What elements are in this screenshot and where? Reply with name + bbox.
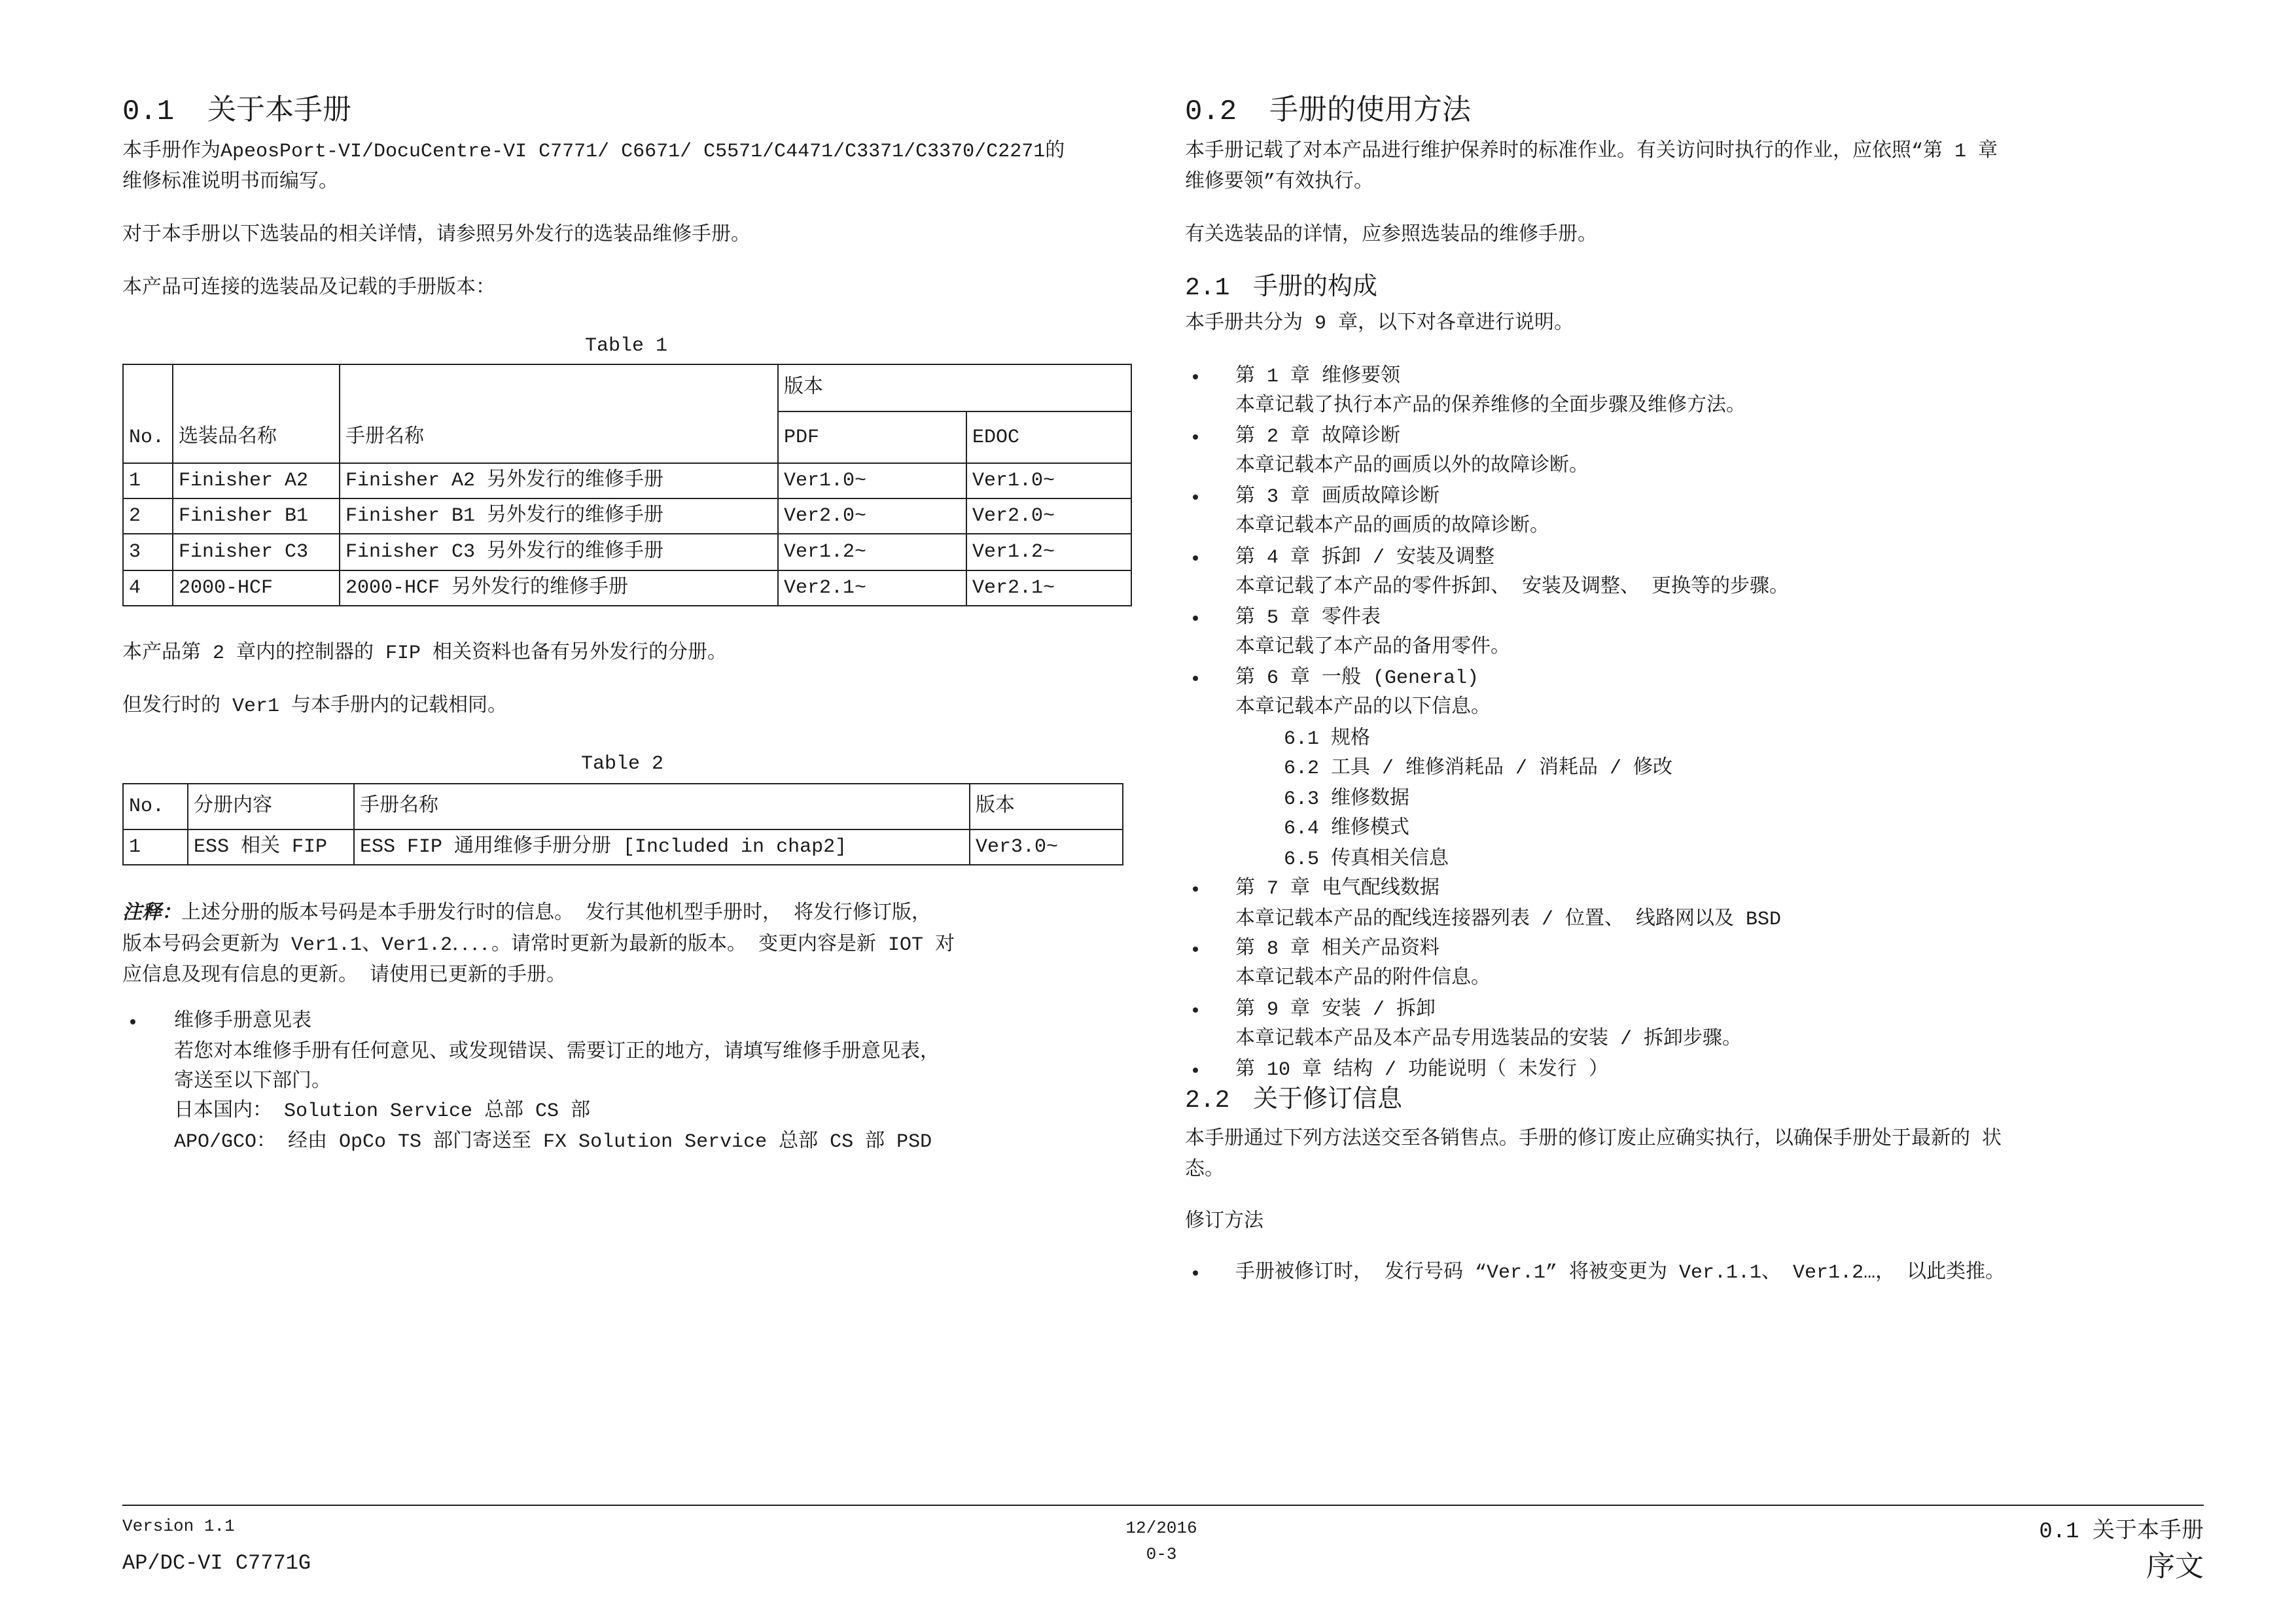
- cell-pdf: Ver2.1~: [778, 570, 966, 606]
- header-pdf: PDF: [778, 411, 966, 463]
- chapter-subitem: 6.5 传真相关信息: [1284, 848, 1449, 871]
- cell-manual: Finisher B1 另外发行的维修手册: [340, 498, 778, 534]
- bullet-icon: [1193, 676, 1198, 681]
- options-reference: 对于本手册以下选装品的相关详情，请参照另外发行的选装品维修手册。: [122, 224, 751, 247]
- options-reference: 有关选装品的详情，应参照选装品的维修手册。: [1185, 224, 1597, 247]
- chapter-desc: 本章记载本产品的画质以外的故障诊断。: [1235, 455, 1589, 478]
- chapter-desc: 本章记载本产品的以下信息。: [1235, 697, 1491, 719]
- footer-version: Version 1.1: [122, 1516, 235, 1536]
- chapter-title: 第 9 章 安装 / 拆卸: [1235, 999, 1436, 1021]
- feedback-line: APO/GCO： 经由 OpCo TS 部门寄送至 FX Solution Service 总部 CS 部 PSD: [174, 1131, 932, 1153]
- table-options-manuals: [122, 364, 1132, 606]
- subsection-number: 2.1: [1185, 274, 1230, 302]
- section-title: 手册的使用方法: [1269, 96, 1471, 128]
- note-text: 上述分册的版本号码是本手册发行时的信息。 发行其他机型手册时， 将发行修订版，: [181, 903, 932, 925]
- structure-intro: 本手册共分为 9 章，以下对各章进行说明。: [1185, 313, 1574, 335]
- chapter-desc: 本章记载本产品的附件信息。: [1235, 968, 1491, 990]
- chapter-title: 第 2 章 故障诊断: [1235, 426, 1401, 448]
- cell-option: Finisher A2: [173, 463, 340, 498]
- options-intro: 本产品可连接的选装品及记载的手册版本：: [122, 277, 495, 300]
- footer-section: 0.1 关于本手册: [2039, 1520, 2204, 1544]
- cell-pdf: Ver2.0~: [778, 498, 966, 534]
- section-number: 0.2: [1185, 96, 1237, 128]
- feedback-line: 寄送至以下部门。: [174, 1071, 331, 1093]
- cell-version: Ver3.0~: [970, 829, 1123, 865]
- cell-manual: 2000-HCF 另外发行的维修手册: [340, 570, 778, 606]
- section-number: 0.1: [122, 96, 175, 128]
- cell-pdf: Ver1.2~: [778, 534, 966, 570]
- feedback-title: 维修手册意见表: [174, 1011, 311, 1033]
- chapter-title: 第 10 章 结构 / 功能说明（ 未发行 ）: [1235, 1059, 1609, 1081]
- cell-manual: Finisher C3 另外发行的维修手册: [340, 534, 778, 570]
- chapter-desc: 本章记载本产品的画质的故障诊断。: [1235, 515, 1549, 538]
- bullet-icon: [1193, 616, 1198, 621]
- table-row: [123, 570, 1131, 606]
- chapter-desc: 本章记载了本产品的备用零件。: [1235, 637, 1510, 659]
- header-manual: 手册名称: [354, 784, 970, 829]
- note-line: 应信息及现有信息的更新。 请使用已更新的手册。: [122, 965, 567, 987]
- revision-intro-line: 态。: [1185, 1159, 1224, 1181]
- cell-no: 3: [123, 534, 173, 570]
- header-content: 分册内容: [188, 784, 354, 829]
- bullet-icon: [1193, 374, 1198, 379]
- chapter-title: 第 8 章 相关产品资料: [1235, 938, 1440, 960]
- chapter-subitem: 6.3 维修数据: [1284, 788, 1410, 811]
- bullet-icon: [1193, 434, 1198, 440]
- subsection-title: 关于修订信息: [1253, 1087, 1403, 1115]
- bullet-icon: [1193, 555, 1198, 561]
- table-fip-supplement: [122, 783, 1123, 865]
- header-no: No.: [123, 364, 173, 463]
- chapter-subitem: 6.1 规格: [1284, 728, 1371, 750]
- chapter-desc: 本章记载本产品的配线连接器列表 / 位置、 线路网以及 BSD: [1235, 909, 1782, 931]
- bullet-icon: [1193, 1068, 1198, 1073]
- cell-edoc: Ver2.1~: [966, 570, 1131, 606]
- note-label: 注释：: [122, 903, 181, 925]
- table-row: [123, 463, 1131, 498]
- cell-no: 2: [123, 498, 173, 534]
- note-line: [122, 902, 931, 926]
- cell-edoc: Ver1.2~: [966, 534, 1131, 570]
- bullet-icon: [1193, 886, 1198, 892]
- revision-method: 手册被修订时， 发行号码 “Ver.1” 将被变更为 Ver.1.1、 Ver1.2…， 以此类推。: [1235, 1262, 2005, 1284]
- cell-no: 4: [123, 570, 173, 606]
- footer-model: AP/DC-VI C7771G: [122, 1551, 311, 1575]
- subsection-number: 2.2: [1185, 1087, 1230, 1115]
- footer-date: 12/2016: [1125, 1518, 1197, 1538]
- ver1-note: 但发行时的 Ver1 与本手册内的记载相同。: [122, 695, 508, 718]
- chapter-title: 第 7 章 电气配线数据: [1235, 878, 1440, 900]
- fip-note: 本产品第 2 章内的控制器的 FIP 相关资料也备有另外发行的分册。: [122, 642, 728, 665]
- cell-manual: Finisher A2 另外发行的维修手册: [340, 463, 778, 498]
- footer-page-number: 0-3: [1146, 1544, 1177, 1564]
- chapter-desc: 本章记载了执行本产品的保养维修的全面步骤及维修方法。: [1235, 395, 1746, 417]
- feedback-line: 若您对本维修手册有任何意见、或发现错误、需要订正的地方，请填写维修手册意见表，: [174, 1041, 940, 1064]
- header-version: 版本: [970, 784, 1123, 829]
- footer-divider: [122, 1505, 2204, 1506]
- cell-option: 2000-HCF: [173, 570, 340, 606]
- bullet-icon: [1193, 1270, 1198, 1276]
- intro-line: 本手册记载了对本产品进行维护保养时的标准作业。有关访问时执行的作业，应依照“第 1 章: [1185, 141, 1998, 163]
- table2-caption: Table 2: [580, 753, 664, 775]
- cell-pdf: Ver1.0~: [778, 463, 966, 498]
- table-row: [123, 829, 1123, 865]
- table-row: [123, 498, 1131, 534]
- chapter-subitem: 6.2 工具 / 维修消耗品 / 消耗品 / 修改: [1284, 758, 1673, 780]
- bullet-icon: [130, 1019, 135, 1024]
- chapter-title: 第 5 章 零件表: [1235, 607, 1381, 629]
- subsection-title: 手册的构成: [1253, 274, 1378, 302]
- intro-line: 维修标准说明书而编写。: [122, 171, 338, 194]
- table-row: [123, 534, 1131, 570]
- chapter-desc: 本章记载了本产品的零件拆卸、 安装及调整、 更换等的步骤。: [1235, 576, 1790, 599]
- header-manual: 手册名称: [340, 364, 778, 463]
- chapter-title: 第 4 章 拆卸 / 安装及调整: [1235, 547, 1495, 569]
- intro-line: 维修要领”有效执行。: [1185, 171, 1374, 194]
- bullet-icon: [1193, 1007, 1198, 1013]
- header-version: 版本: [778, 364, 1131, 411]
- revision-intro-line: 本手册通过下列方法送交至各销售点。手册的修订废止应确实执行，以确保手册处于最新的 状: [1185, 1128, 2002, 1151]
- cell-manual: ESS FIP 通用维修手册分册 [Included in chap2]: [354, 829, 970, 865]
- footer-chapter: 序文: [2146, 1552, 2204, 1585]
- cell-no: 1: [123, 829, 188, 865]
- note-line: 版本号码会更新为 Ver1.1、Ver1.2．．．．。请常时更新为最新的版本。 变更内容是新 IOT 对: [122, 934, 955, 956]
- chapter-title: 第 1 章 维修要领: [1235, 366, 1401, 388]
- bullet-icon: [1193, 947, 1198, 952]
- intro-line: 本手册作为ApeosPort-VI/DocuCentre-VI C7771/ C6671/ C5571/C4471/C3371/C3370/C2271的: [122, 141, 1065, 163]
- header-no: No.: [123, 784, 188, 829]
- chapter-title: 第 6 章 一般 (General): [1235, 667, 1479, 689]
- cell-edoc: Ver2.0~: [966, 498, 1131, 534]
- table1-caption: Table 1: [584, 335, 668, 357]
- cell-option: Finisher B1: [173, 498, 340, 534]
- cell-edoc: Ver1.0~: [966, 463, 1131, 498]
- feedback-line: 日本国内： Solution Service 总部 CS 部: [174, 1100, 591, 1123]
- header-option: 选装品名称: [173, 364, 340, 463]
- revision-method-label: 修订方法: [1185, 1211, 1263, 1233]
- cell-no: 1: [123, 463, 173, 498]
- chapter-subitem: 6.4 维修模式: [1284, 818, 1410, 840]
- bullet-icon: [1193, 495, 1198, 500]
- chapter-title: 第 3 章 画质故障诊断: [1235, 486, 1440, 508]
- header-edoc: EDOC: [966, 411, 1131, 463]
- cell-option: Finisher C3: [173, 534, 340, 570]
- cell-content: ESS 相关 FIP: [188, 829, 354, 865]
- section-title: 关于本手册: [207, 96, 351, 128]
- chapter-desc: 本章记载本产品及本产品专用选装品的安装 / 拆卸步骤。: [1235, 1028, 1742, 1051]
